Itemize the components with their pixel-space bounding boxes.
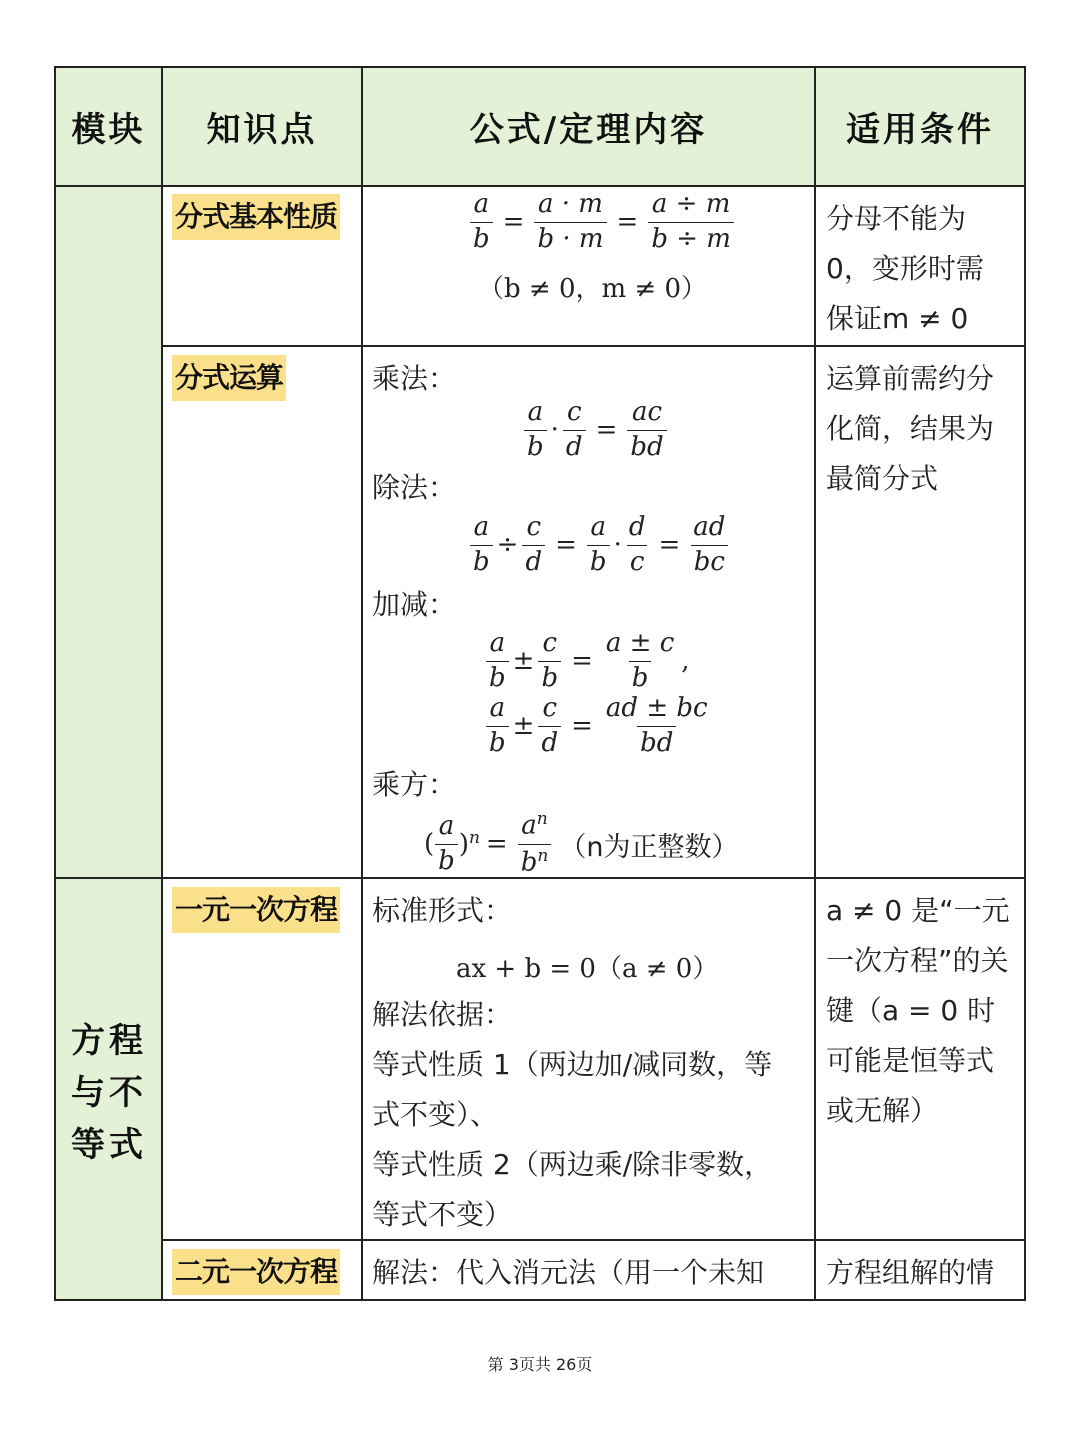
page-number: 第 3页共 26页 [487,1355,593,1374]
knowledge-point-basic-property: 分式基本性质 [172,194,340,240]
header-condition: 适用条件 [846,110,994,150]
header-module: 模块 [71,110,146,150]
condition-linear-one [826,886,1010,1136]
condition-line: 可能是恒等式 [826,1044,995,1077]
basis-line: 等式不变） [372,1198,513,1231]
module-line: 等式 [71,1125,147,1165]
formula-multiply: $\frac{a}{b}$ · $\frac{c}{d}$ = $\frac{ac}{bd}$ [520,398,671,463]
condition-line: 分母不能为 [826,202,967,235]
formula-add-diff-denominator: $\frac{a}{b}$ ± $\frac{c}{d}$ = $\frac{ad \pm bc}{bd}$ [482,694,715,759]
formula-divide: $\frac{a}{b}$ ÷ $\frac{c}{d}$ = $\frac{a}{b}$ · $\frac{d}{c}$ = $\frac{ad}{bc}$ [466,513,732,578]
module-line: 与不 [71,1073,147,1113]
basis-line: 等式性质 2（两边乘/除非零数， [372,1148,773,1181]
standard-label: 标准形式： [372,894,513,927]
condition-line: 保证m ≠ 0 [826,302,969,335]
basis-line: 等式性质 1（两边加/减同数，等 [372,1048,773,1081]
condition-line: 一次方程”的关 [826,944,1009,977]
knowledge-point-linear-one: 一元一次方程 [172,887,340,933]
divide-label: 除法： [372,471,457,504]
formula-basic-property-note: （b ≠ 0，m ≠ 0） [478,274,708,304]
condition-line: 键（a = 0 时 [826,994,996,1027]
condition-line: a ≠ 0 是“一元 [826,894,1010,927]
condition-line: 0，变形时需 [826,252,984,285]
formula-basic-property: $\frac{a}{b}$ = $\frac{a \cdot m}{b \cdot m}$ = $\frac{a \div m}{b \div m}$ [466,190,738,255]
condition-line: 最简分式 [826,462,939,495]
condition-linear-two: 方程组解的情 [826,1256,995,1289]
multiply-label: 乘法： [372,362,457,395]
condition-line: 或无解） [826,1094,939,1127]
power-label: 乘方： [372,768,457,801]
basis-line: 式不变）、 [372,1098,499,1131]
basis-text [372,1040,772,1240]
header-formula: 公式/定理内容 [469,110,708,150]
power-note: （n为正整数） [559,831,739,863]
formula-power: ( $\frac{a}{b}$ )$^n$ = $\frac{a^n}{b^n}$ （n为正整数） [424,809,739,878]
condition-line: 化简，结果为 [826,412,995,445]
addsub-label: 加减： [372,588,457,621]
formula-add-same-denominator: $\frac{a}{b}$ ± $\frac{c}{b}$ = $\frac{a \pm c}{b}$ , [482,629,690,694]
knowledge-point-operations: 分式运算 [172,355,286,401]
condition-operations [826,354,994,504]
linear-two-formula-text: 解法：代入消元法（用一个未知 [372,1256,765,1289]
module-equation-label [56,1015,162,1171]
module-line: 方程 [71,1021,147,1061]
condition-line: 运算前需约分 [826,362,995,395]
formula-standard: ax + b = 0（a ≠ 0） [456,954,719,984]
basis-label: 解法依据： [372,998,513,1031]
condition-basic-property [826,194,984,344]
knowledge-point-linear-two: 二元一次方程 [172,1249,340,1295]
header-knowledge: 知识点 [206,110,318,150]
